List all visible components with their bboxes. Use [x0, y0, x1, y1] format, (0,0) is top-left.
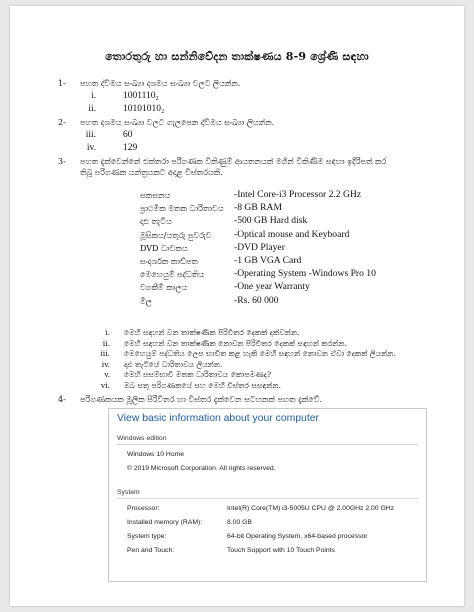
item-number: ii.: [88, 104, 96, 114]
sub-question: [90, 370, 430, 381]
question-number: 4-: [58, 395, 66, 404]
spec-label: මූසිකය/යතුරු පුවරුව: [140, 230, 212, 240]
sub-question-list: [90, 328, 430, 391]
sub-question-text: ඔබ සතු පරිගණකයේ සහ මෙහි විස්තර සසඳන්න.: [124, 380, 281, 390]
system-info-screenshot: [108, 408, 427, 582]
spec-value: -Intel Core-i3 Processor 2.2 GHz: [234, 189, 362, 200]
spec-value: -500 GB Hard disk: [234, 215, 308, 227]
question-text: පහත ද්විමය සංඛ්‍යා දශමය සංඛ්‍යා වලට ලියන්න.: [80, 79, 241, 88]
spec-value: -One year Warranty: [234, 281, 310, 293]
sub-question: [90, 328, 430, 339]
system-info-title: View basic information about your computer: [117, 413, 319, 424]
item-value: 60: [123, 130, 133, 140]
spec-value: -DVD Player: [234, 241, 285, 253]
item-number: i.: [90, 91, 96, 101]
info-value: Intel(R) Core(TM) i3-5005U CPU @ 2.00GHz 2.00 GHz: [227, 505, 395, 512]
item-value: 129: [123, 143, 138, 153]
item-value: 1001110₂: [123, 91, 159, 101]
section-divider: [117, 444, 418, 445]
info-value: Touch Support with 10 Touch Points: [227, 547, 335, 554]
sub-question-number: vi.: [100, 380, 110, 390]
sub-question-number: i.: [105, 328, 110, 337]
sub-question-text: දෘඪ තැටියේ ධාරිතාවය ලියන්න.: [124, 359, 223, 369]
windows-edition-heading: Windows edition: [117, 435, 167, 442]
info-key: System type:: [127, 533, 167, 540]
sub-question-text: මෙහි සඳහන් වන තාක්ෂණික පිරිවිතර දෙකක් දක්වන්න.: [124, 328, 300, 337]
sub-question-number: iv.: [101, 359, 110, 369]
sub-question: [90, 339, 430, 350]
spec-row: [140, 215, 430, 228]
spec-row: [140, 295, 430, 308]
spec-row: [140, 189, 430, 202]
sub-question-text: මෙහි සඳහන් වන තාක්ෂණික නොවන පිරිවිතර දෙකක් සඳහන් කරන්න.: [124, 338, 347, 348]
spec-row: [140, 281, 430, 294]
info-key: Processor:: [127, 505, 160, 512]
spec-label: සංදර්ශක කාඩ්පත: [140, 256, 198, 266]
document-page: [10, 6, 464, 606]
info-key: Installed memory (RAM):: [127, 519, 203, 526]
spec-row: [140, 268, 430, 281]
spec-value: -Optical mouse and Keyboard: [234, 228, 350, 240]
edition-name: Windows 10 Home: [127, 451, 185, 458]
info-value: 64-bit Operating System, x64-based processor: [227, 533, 368, 540]
spec-label: සකසනය: [140, 191, 171, 200]
spec-label: ප්‍රාථමික මතක ධාරිතාවය: [140, 204, 224, 214]
sub-question-text: මෙහි සසම්භාවී මතක ධාරිතාවය කොපමණද?: [124, 370, 272, 379]
question-text-line-2: තිබූ පරිගණක යන්ත්‍රයකට අදාළ විස්තරයකි.: [80, 168, 223, 177]
sub-question-text: මෙහෙයුම් පද්ධතිය ලෙස භාවිත කළ හැකි මෙහි සඳහන් නොවන ඒවා දෙකක් ලියන්න.: [124, 349, 396, 358]
spec-row: [140, 202, 430, 215]
spec-row: [140, 229, 430, 242]
spec-row: [140, 255, 430, 268]
spec-value: -8 GB RAM: [234, 202, 282, 214]
system-heading: System: [117, 489, 140, 496]
info-key: Pen and Touch:: [127, 547, 175, 554]
question-number: 2-: [58, 118, 66, 127]
spec-label: වගකීම් කාලය: [140, 283, 188, 293]
item-number: iii.: [85, 130, 96, 140]
sub-question: [90, 349, 430, 360]
item-value: 10101010₂: [123, 104, 165, 114]
spec-table: [140, 189, 430, 308]
info-value: 8.00 GB: [227, 519, 252, 526]
spec-label: DVD ධාවකය: [140, 243, 188, 253]
sub-question-number: ii.: [102, 338, 110, 348]
sub-question: [90, 360, 430, 371]
copyright-text: © 2019 Microsoft Corporation. All rights reserved.: [127, 465, 276, 472]
spec-label: දෘඪ තැටිය: [140, 217, 172, 227]
spec-value: -1 GB VGA Card: [234, 254, 302, 266]
spec-label: මිල: [140, 296, 152, 306]
question-text: පරිගණකයක මූලික පිරිවිතර හා විස්තර දැක්වෙන සටහනක් පහත දැක්වේ.: [80, 395, 323, 404]
question-number: 1-: [58, 79, 66, 88]
sub-question-number: v.: [104, 370, 110, 379]
spec-value: -Rs. 60 000: [234, 294, 279, 306]
spec-label: මෙහෙයුම් පද්ධතිය: [140, 270, 205, 280]
item-number: iv.: [86, 143, 96, 153]
spec-row: [140, 242, 430, 255]
spec-value: -Operating System -Windows Pro 10: [234, 268, 376, 280]
sub-question: [90, 381, 430, 392]
sub-question-number: iii.: [100, 349, 110, 358]
document-title: තොරතුරු හා සන්නිවේදන තාක්ෂණය 8-9 ශ්‍රේණි සඳහා: [105, 50, 369, 63]
section-divider: [117, 498, 418, 499]
question-number: 3-: [58, 157, 66, 166]
question-text: පහත දශමය සංඛ්‍යා වලට ගැලපෙන ද්විමය සංඛ්‍යා ලියන්න.: [80, 118, 275, 127]
question-text-line-1: පහත දැක්වෙන්නේ එක්තරා පරිගණක විකිණුම් ආයතනයක් මගින් විකිණීම සඳහා ඉදිරිපත් කර: [80, 157, 387, 166]
